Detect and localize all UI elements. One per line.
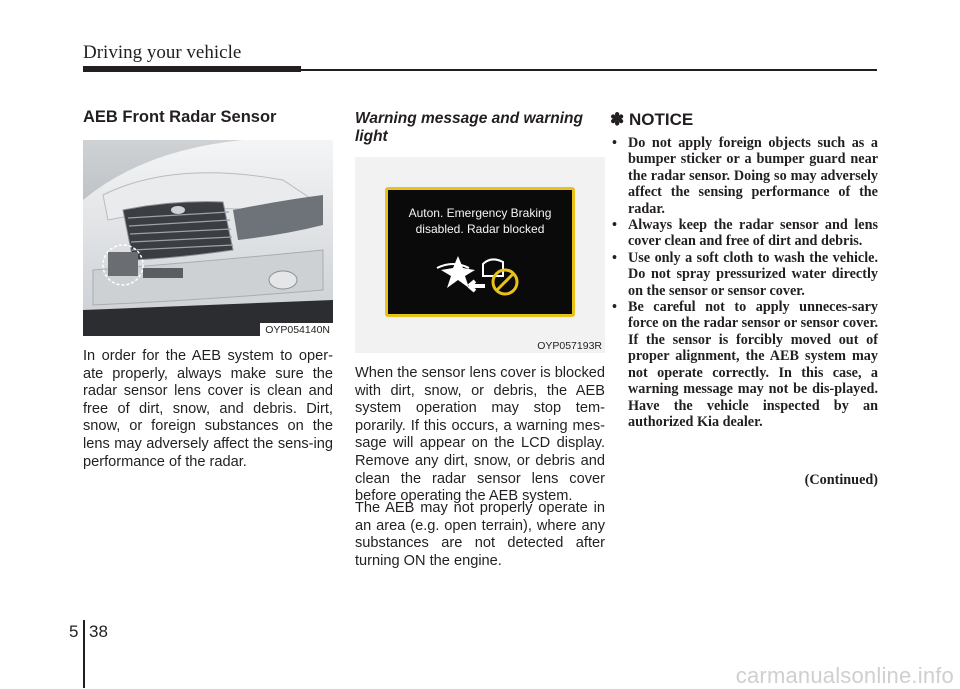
header-bar <box>83 66 301 72</box>
page-header-title: Driving your vehicle <box>83 42 242 63</box>
notice-item <box>610 250 878 299</box>
car-front-illustration <box>83 140 333 336</box>
notice-item <box>610 217 878 250</box>
middle-paragraph-1: When the sensor lens cover is blocked with dirt, snow, or debris, the AEB system operation may stop tem-porarily. If this occurs, a warning mes-sage will appear on the LCD display. Remove any dirt, snow, or debris and clean the radar sensor lens cover before operating the AEB system. <box>355 365 605 505</box>
notice-title: ✽ NOTICE <box>610 110 694 129</box>
page-number: 38 <box>89 622 108 641</box>
radar-blocked-icon <box>433 246 533 301</box>
section-number: 5 <box>69 622 79 641</box>
bullet-icon: • <box>612 249 617 266</box>
left-paragraph: In order for the AEB system to oper-ate properly, always make sure the radar sensor lens cover is clean and free of dirt, snow, and debris. Dirt, snow, or foreign substances on the lens may adversely affect the sens-ing performance of the radar. <box>83 348 333 470</box>
notice-item-text: Always keep the radar sensor and lens cover clean and free of dirt and debris. <box>628 217 878 250</box>
middle-paragraph-2: The AEB may not properly operate in an area (e.g. open terrain), where any substances are not detected after turning ON the engine. <box>355 500 605 569</box>
bullet-icon: • <box>612 299 617 316</box>
bullet-icon: • <box>612 135 617 151</box>
bullet-icon: • <box>612 217 617 234</box>
notice-item-text: Use only a soft cloth to wash the vehicle. Do not spray pressurized water directly on the sensor or sensor cover. <box>628 249 878 299</box>
image-code: OYP057193R <box>537 340 602 352</box>
lcd-message-line1: Auton. Emergency Braking <box>408 206 552 220</box>
lcd-screen <box>385 187 575 317</box>
notice-item-text: Be careful not to apply unneces-sary force on the radar sensor or sensor cover. If the sensor is forcibly moved out of proper alignment, the AEB system may not operate correctly. In this case, a warning message may not be dis-played. Have the vehicle inspected by an authorized Kia dealer. <box>628 299 878 430</box>
lcd-message-line2: disabled. Radar blocked <box>415 222 545 236</box>
image-code: OYP054140N <box>260 323 333 336</box>
notice-item <box>610 299 878 430</box>
notice-item-text: Do not apply foreign objects such as a bumper sticker or a bumper guard near the radar sensor. Doing so may adversely affect the sensing performance of the radar. <box>628 135 878 217</box>
continued-label: (Continued) <box>804 472 878 488</box>
lcd-display-illustration <box>355 157 605 353</box>
section-heading: AEB Front Radar Sensor <box>83 108 277 126</box>
front-radar-photo <box>83 140 333 336</box>
header-rule <box>301 69 877 71</box>
sub-heading: Warning message and warning light <box>355 110 583 145</box>
middle-column <box>355 110 605 146</box>
watermark: carmanualsonline.info <box>735 663 954 688</box>
left-column <box>83 108 333 127</box>
notice-list <box>610 135 878 430</box>
footer-divider <box>83 620 85 688</box>
notice-item <box>610 135 878 217</box>
